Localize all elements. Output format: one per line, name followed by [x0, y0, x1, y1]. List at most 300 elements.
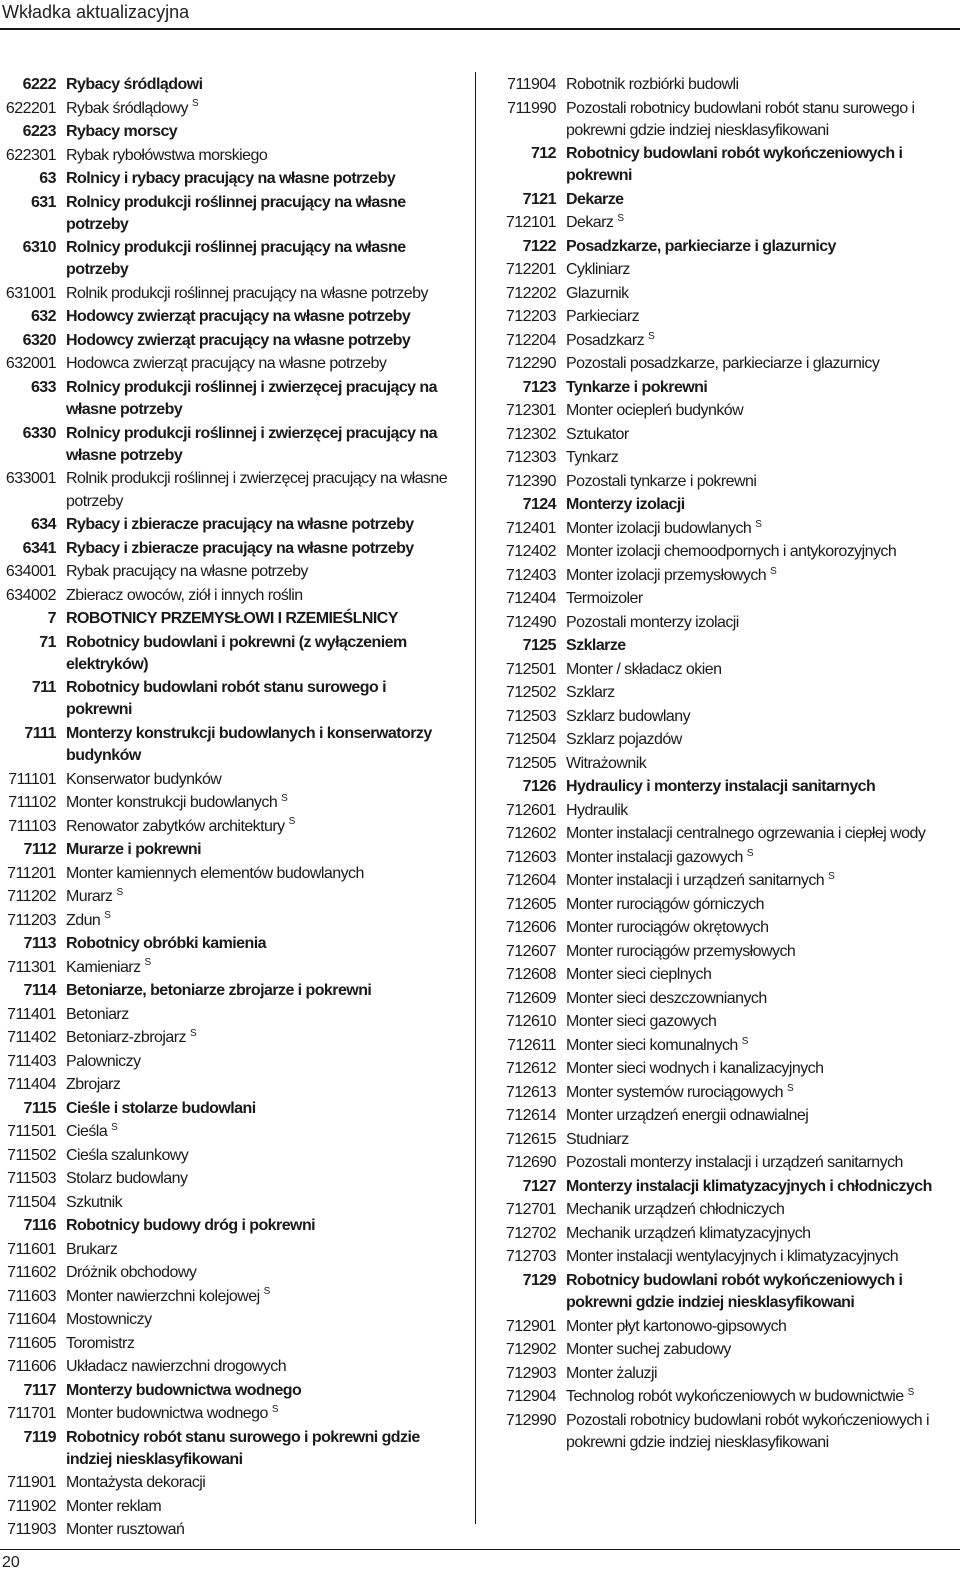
occupation-code: 711990	[507, 99, 556, 117]
occupation-label: Szklarz budowlany	[566, 707, 691, 725]
group-heading-row	[0, 74, 452, 96]
occupation-code: 712402	[505, 543, 556, 561]
occupation-code: 712608	[505, 966, 556, 984]
occupation-row	[500, 518, 956, 540]
occupation-name	[66, 1380, 452, 1402]
occupation-label: Toromistrz	[66, 1334, 135, 1352]
occupation-code: 711502	[7, 1146, 56, 1164]
occupation-code: 711903	[7, 1521, 56, 1539]
occupation-name	[566, 1152, 956, 1174]
occupation-code: 6310	[22, 239, 56, 257]
occupation-name	[566, 306, 956, 328]
occupation-row	[500, 706, 956, 728]
occupation-name	[66, 723, 452, 767]
occupation-name	[66, 1121, 452, 1143]
occupation-label: Rolnicy produkcji roślinnej i zwierzęcej pracujący na własne potrzeby	[66, 424, 437, 464]
occupation-name	[566, 541, 956, 563]
occupation-code: 711602	[7, 1264, 56, 1282]
occupation-code: 712301	[505, 402, 556, 420]
occupation-name	[566, 800, 956, 822]
occupation-name	[566, 212, 956, 234]
specialty-marker: S	[144, 957, 151, 969]
occupation-code: 712605	[505, 895, 556, 913]
occupation-name	[66, 145, 452, 167]
occupation-label: Betoniarz	[66, 1005, 129, 1023]
occupation-label: Monter izolacji budowlanych	[566, 519, 752, 537]
occupation-name	[566, 964, 956, 986]
occupation-code: 7124	[522, 496, 556, 514]
occupation-row	[500, 988, 956, 1010]
occupation-row	[0, 1286, 452, 1308]
occupation-code: 7121	[522, 190, 556, 208]
occupation-row	[500, 729, 956, 751]
occupation-name	[66, 957, 452, 979]
group-heading-row	[0, 538, 452, 560]
occupation-code: 711606	[7, 1358, 56, 1376]
occupation-code: 712	[530, 145, 556, 163]
occupation-name	[566, 588, 956, 610]
occupation-row	[0, 1145, 452, 1167]
occupation-name	[66, 1215, 452, 1237]
group-heading-row	[500, 494, 956, 516]
occupation-label: Rolnicy produkcji roślinnej i zwierzęcej pracujący na własne potrzeby	[66, 378, 437, 419]
occupation-row	[500, 400, 956, 422]
occupation-name	[66, 121, 452, 143]
specialty-marker: S	[828, 871, 835, 883]
occupation-code: 6320	[22, 331, 56, 349]
occupation-code: 7127	[522, 1177, 556, 1195]
occupation-row	[500, 330, 956, 352]
occupation-code: 711404	[7, 1076, 56, 1094]
occupation-label: Szklarz	[566, 684, 615, 702]
occupation-code: 711101	[8, 770, 56, 788]
occupation-name	[566, 612, 956, 634]
occupation-label: Posadzkarz	[566, 331, 645, 349]
occupation-code: 6330	[22, 424, 56, 442]
occupation-name	[66, 306, 452, 328]
group-heading-row	[500, 1270, 956, 1314]
occupation-code: 712990	[505, 1411, 556, 1429]
occupation-name	[566, 870, 956, 892]
page-header: Wkładka aktualizacyjna	[2, 2, 190, 22]
occupation-code: 712904	[505, 1388, 556, 1406]
occupation-row	[500, 588, 956, 610]
occupation-name	[566, 353, 956, 375]
occupation-code: 711605	[7, 1334, 56, 1352]
occupation-name	[566, 729, 956, 751]
occupation-code: 711203	[7, 911, 56, 929]
occupation-row	[0, 816, 452, 838]
occupation-code: 711201	[7, 864, 56, 882]
occupation-label: Cieśla szalunkowy	[66, 1146, 189, 1164]
occupation-code: 634002	[5, 586, 56, 604]
occupation-code: 711503	[7, 1170, 56, 1188]
occupation-row	[500, 1316, 956, 1338]
specialty-marker: S	[271, 1403, 278, 1415]
occupation-row	[500, 847, 956, 869]
occupation-code: 6222	[22, 76, 56, 93]
occupation-row	[500, 74, 956, 96]
occupation-name	[566, 1035, 956, 1057]
occupation-code: 7119	[23, 1428, 56, 1446]
occupation-code: 7123	[522, 378, 556, 396]
occupation-row	[500, 471, 956, 493]
occupation-row	[500, 1410, 956, 1454]
occupation-name	[566, 917, 956, 939]
occupation-row	[0, 769, 452, 791]
group-heading-row	[0, 237, 452, 281]
occupation-row	[0, 468, 452, 512]
occupation-name	[66, 1004, 452, 1026]
occupation-name	[66, 1027, 452, 1049]
occupation-code: 712602	[505, 825, 556, 843]
specialty-marker: S	[787, 1082, 794, 1094]
occupation-label: Cieśle i stolarze budowlani	[66, 1099, 256, 1117]
occupation-code: 7116	[23, 1217, 56, 1235]
occupation-label: Pozostali monterzy izolacji	[566, 613, 739, 631]
occupation-code: 712613	[505, 1083, 556, 1101]
occupation-code: 712403	[505, 566, 556, 584]
group-heading-row	[0, 839, 452, 861]
occupation-label: Monter sieci komunalnych	[566, 1036, 738, 1054]
occupation-label: Murarz	[66, 888, 113, 906]
occupation-row	[500, 1082, 956, 1104]
occupation-code: 712701	[505, 1201, 556, 1219]
occupation-row	[0, 1074, 452, 1096]
occupation-row	[500, 964, 956, 986]
occupation-name	[66, 330, 452, 352]
occupation-code: 711603	[7, 1287, 56, 1305]
occupation-row	[500, 259, 956, 281]
occupation-name	[566, 189, 956, 211]
occupation-label: Monter izolacji przemysłowych	[566, 566, 767, 584]
occupation-label: Hodowcy zwierząt pracujący na własne potrzeby	[66, 308, 411, 326]
occupation-label: Mechanik urządzeń chłodniczych	[566, 1201, 785, 1219]
occupation-code: 7129	[522, 1271, 556, 1289]
occupation-name	[66, 353, 452, 375]
occupation-code: 7112	[23, 841, 56, 859]
occupation-row	[500, 870, 956, 892]
occupation-name	[566, 565, 956, 587]
occupation-label: Monter konstrukcji budowlanych	[66, 794, 278, 812]
occupation-row	[500, 212, 956, 234]
occupation-label: Pozostali monterzy instalacji i urządzeń sanitarnych	[566, 1154, 903, 1172]
occupation-name	[566, 236, 956, 258]
occupation-code: 711	[31, 679, 56, 697]
occupation-label: Witrażownik	[566, 754, 647, 772]
occupation-name	[566, 941, 956, 963]
occupation-row	[500, 1058, 956, 1080]
occupation-label: Technolog robót wykończeniowych w budownictwie	[566, 1388, 904, 1406]
left-column	[0, 74, 452, 1543]
occupation-row	[0, 98, 452, 120]
occupation-code: 712612	[505, 1060, 556, 1078]
occupation-row	[500, 917, 956, 939]
occupation-code: 7117	[23, 1381, 56, 1399]
occupation-label: Układacz nawierzchni drogowych	[66, 1358, 287, 1376]
group-heading-row	[0, 980, 452, 1002]
occupation-code: 7122	[522, 237, 556, 255]
group-heading-row	[0, 306, 452, 328]
occupation-row	[500, 1152, 956, 1174]
occupation-name	[566, 823, 956, 845]
occupation-label: Monter żaluzji	[566, 1364, 658, 1382]
occupation-label: Murarze i pokrewni	[66, 841, 202, 859]
occupation-name	[66, 1519, 452, 1541]
occupation-code: 712606	[505, 919, 556, 937]
occupation-code: 712404	[505, 590, 556, 608]
occupation-row	[500, 1223, 956, 1245]
occupation-label: Monter budownictwa wodnego	[66, 1405, 268, 1423]
occupation-label: Robotnicy robót stanu surowego i pokrewni gdzie indziej niesklasyfikowani	[66, 1428, 420, 1468]
occupation-row	[500, 753, 956, 775]
occupation-name	[566, 894, 956, 916]
occupation-code: 712490	[505, 613, 556, 631]
occupation-name	[66, 1074, 452, 1096]
group-heading-row	[0, 423, 452, 467]
occupation-label: Monter instalacji i urządzeń sanitarnych	[566, 872, 825, 890]
specialty-marker: S	[907, 1386, 914, 1398]
occupation-name	[66, 98, 452, 120]
occupation-label: Betoniarz-zbrojarz	[66, 1029, 186, 1047]
occupation-name	[66, 237, 452, 281]
occupation-code: 6223	[22, 123, 56, 140]
specialty-marker: S	[116, 886, 123, 898]
specialty-marker: S	[617, 213, 624, 225]
occupation-name	[66, 423, 452, 467]
occupation-name	[66, 168, 452, 190]
occupation-label: Renowator zabytków architektury	[66, 817, 285, 835]
occupation-row	[500, 1339, 956, 1361]
occupation-row	[500, 1035, 956, 1057]
occupation-label: Robotnicy obróbki kamienia	[66, 935, 266, 953]
occupation-label: Monter / składacz okien	[566, 660, 722, 678]
occupation-row	[500, 941, 956, 963]
occupation-code: 6341	[22, 539, 56, 557]
specialty-marker: S	[281, 792, 288, 804]
occupation-row	[500, 353, 956, 375]
occupation-code: 712303	[505, 449, 556, 467]
occupation-label: Hydraulicy i monterzy instalacji sanitarnych	[566, 778, 876, 796]
group-heading-row	[0, 1427, 452, 1471]
occupation-label: Termoizoler	[566, 590, 643, 608]
occupation-row	[500, 1246, 956, 1268]
occupation-row	[0, 1496, 452, 1518]
occupation-code: 712601	[505, 801, 556, 819]
occupation-label: Brukarz	[66, 1240, 118, 1258]
occupation-code: 712101	[505, 214, 556, 232]
occupation-name	[66, 561, 452, 583]
occupation-label: Cykliniarz	[566, 261, 630, 279]
occupation-name	[566, 1339, 956, 1361]
occupation-code: 712903	[505, 1364, 556, 1382]
occupation-code: 711604	[7, 1311, 56, 1329]
group-heading-row	[0, 514, 452, 536]
occupation-name	[566, 706, 956, 728]
occupation-name	[566, 259, 956, 281]
occupation-code: 711904	[507, 76, 556, 93]
occupation-label: Glazurnik	[566, 284, 629, 302]
group-heading-row	[500, 143, 956, 187]
occupation-name	[66, 192, 452, 236]
occupation-code: 712401	[505, 519, 556, 537]
occupation-name	[566, 471, 956, 493]
occupation-label: Dekarz	[566, 214, 614, 232]
occupation-name	[66, 886, 452, 908]
group-heading-row	[0, 723, 452, 767]
occupation-label: Monter sieci deszczownianych	[566, 989, 767, 1007]
specialty-marker: S	[104, 910, 111, 922]
occupation-name	[66, 933, 452, 955]
occupation-name	[66, 980, 452, 1002]
occupation-row	[0, 1356, 452, 1378]
occupation-row	[500, 283, 956, 305]
occupation-label: Pozostali robotnicy budowlani robót stanu surowego i pokrewni gdzie indziej niesklasyfikowani	[566, 99, 915, 139]
occupation-name	[66, 538, 452, 560]
occupation-code: 712690	[505, 1154, 556, 1172]
occupation-label: Monter nawierzchni kolejowej	[66, 1287, 260, 1305]
group-heading-row	[0, 168, 452, 190]
occupation-row	[500, 306, 956, 328]
occupation-label: Robotnicy budowlani robót wykończeniowych i pokrewni gdzie indziej niesklasyfikowani	[566, 1271, 903, 1312]
occupation-code: 712902	[505, 1341, 556, 1359]
occupation-name	[66, 1333, 452, 1355]
occupation-row	[0, 1004, 452, 1026]
occupation-code: 63	[39, 170, 56, 187]
occupation-label: Rybak rybołówstwa morskiego	[66, 146, 268, 164]
right-column	[500, 74, 956, 1455]
occupation-row	[0, 863, 452, 885]
header-rule	[0, 28, 960, 30]
occupation-label: Monter instalacji wentylacyjnych i klimatyzacyjnych	[566, 1248, 899, 1266]
occupation-code: 633001	[5, 470, 56, 488]
occupation-code: 634001	[5, 563, 56, 581]
occupation-code: 712204	[505, 331, 556, 349]
occupation-label: Monter rurociągów okrętowych	[566, 919, 769, 937]
occupation-code: 711902	[7, 1497, 56, 1515]
occupation-code: 712614	[505, 1107, 556, 1125]
occupation-code: 712502	[505, 684, 556, 702]
occupation-name	[66, 1262, 452, 1284]
group-heading-row	[0, 1215, 452, 1237]
occupation-row	[0, 1519, 452, 1541]
occupation-row	[0, 1309, 452, 1331]
occupation-label: Monter rusztowań	[66, 1521, 185, 1539]
occupation-row	[500, 612, 956, 634]
occupation-row	[0, 1333, 452, 1355]
occupation-label: Hydraulik	[566, 801, 628, 819]
occupation-name	[66, 514, 452, 536]
specialty-marker: S	[741, 1035, 748, 1047]
occupation-name	[66, 1168, 452, 1190]
occupation-label: Rolnik produkcji roślinnej pracujący na własne potrzeby	[66, 284, 428, 302]
occupation-row	[500, 541, 956, 563]
occupation-name	[66, 632, 452, 676]
occupation-code: 631	[30, 193, 56, 211]
group-heading-row	[500, 377, 956, 399]
occupation-name	[66, 792, 452, 814]
occupation-label: Szklarz pojazdów	[566, 731, 682, 749]
occupation-code: 712901	[505, 1317, 556, 1335]
occupation-name	[66, 1356, 452, 1378]
occupation-label: Monterzy konstrukcji budowlanych i konserwatorzy budynków	[66, 724, 432, 765]
occupation-label: Zbrojarz	[66, 1076, 121, 1094]
occupation-code: 7	[47, 610, 56, 628]
occupation-label: Monter instalacji gazowych	[566, 848, 743, 866]
occupation-code: 711501	[7, 1123, 56, 1141]
occupation-code: 712503	[505, 707, 556, 725]
occupation-label: Parkieciarz	[566, 308, 640, 326]
occupation-name	[566, 494, 956, 516]
occupation-code: 711401	[7, 1005, 56, 1023]
occupation-name	[66, 910, 452, 932]
occupation-name	[566, 847, 956, 869]
group-heading-row	[500, 1176, 956, 1198]
specialty-marker: S	[770, 565, 777, 577]
occupation-code: 712609	[505, 989, 556, 1007]
group-heading-row	[0, 1098, 452, 1120]
occupation-code: 712202	[505, 284, 556, 302]
occupation-row	[500, 1105, 956, 1127]
occupation-row	[500, 447, 956, 469]
occupation-label: Monter izolacji chemoodpornych i antykorozyjnych	[566, 543, 897, 561]
occupation-name	[566, 143, 956, 187]
occupation-row	[500, 1199, 956, 1221]
specialty-marker: S	[648, 330, 655, 342]
occupation-label: Monter reklam	[66, 1497, 162, 1515]
occupation-name	[566, 447, 956, 469]
occupation-name	[66, 585, 452, 607]
occupation-label: Monter sieci wodnych i kanalizacyjnych	[566, 1060, 824, 1078]
occupation-name	[566, 1105, 956, 1127]
occupation-name	[66, 468, 452, 512]
occupation-label: Monter kamiennych elementów budowlanych	[66, 864, 364, 882]
occupation-name	[566, 330, 956, 352]
occupation-code: 622201	[5, 99, 56, 117]
occupation-label: Robotnicy budowlani i pokrewni (z wyłączeniem elektryków)	[66, 633, 407, 673]
occupation-label: Sztukator	[566, 425, 629, 443]
page-number: 20	[2, 1554, 20, 1571]
occupation-name	[66, 1472, 452, 1494]
occupation-label: Szklarze	[566, 637, 626, 655]
specialty-marker: S	[189, 1027, 197, 1039]
group-heading-row	[0, 933, 452, 955]
occupation-name	[66, 377, 452, 421]
occupation-label: Monterzy budownictwa wodnego	[66, 1381, 302, 1399]
occupation-name	[566, 1129, 956, 1151]
occupation-code: 7115	[23, 1099, 56, 1117]
occupation-label: Monterzy izolacji	[566, 496, 685, 514]
occupation-row	[0, 145, 452, 167]
occupation-name	[66, 677, 452, 721]
occupation-code: 711102	[8, 794, 56, 812]
occupation-label: Konserwator budynków	[66, 770, 222, 788]
occupation-code: 7114	[23, 982, 56, 1000]
occupation-code: 712201	[505, 261, 556, 279]
occupation-label: Rybacy śródlądowi	[66, 76, 203, 93]
occupation-name	[566, 1246, 956, 1268]
group-heading-row	[0, 1380, 452, 1402]
occupation-code: 7111	[24, 724, 56, 742]
occupation-code: 711701	[7, 1405, 56, 1423]
occupation-name	[66, 863, 452, 885]
occupation-label: Rybacy i zbieracze pracujący na własne potrzeby	[66, 539, 414, 557]
occupation-label: Monter urządzeń energii odnawialnej	[566, 1107, 809, 1125]
occupation-row	[0, 910, 452, 932]
occupation-label: Rybacy morscy	[66, 123, 178, 140]
occupation-name	[566, 1176, 956, 1198]
occupation-row	[0, 1192, 452, 1214]
